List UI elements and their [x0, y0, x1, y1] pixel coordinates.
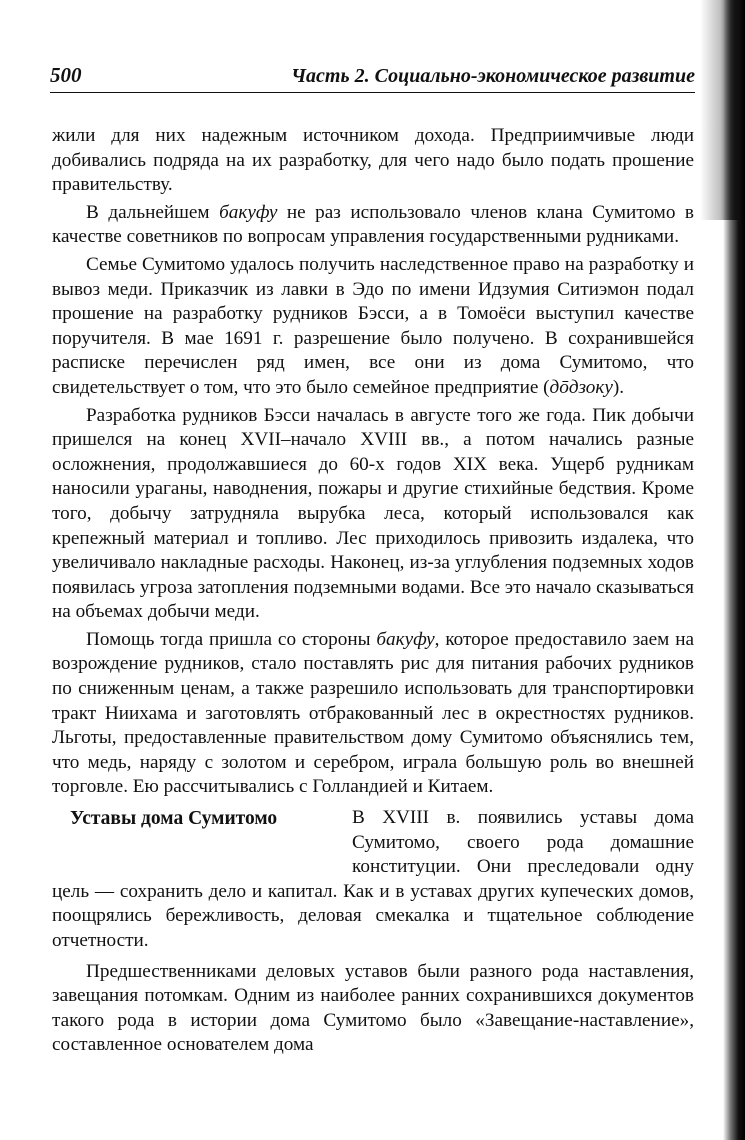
page-number: 500 [50, 63, 82, 87]
italic-term: дōдзоку [549, 376, 613, 398]
paragraph-continued: жили для них надежным источником дохода. Предприимчивые люди добивались подряда на их разработку, для чего надо было подать прошение правительству. [52, 125, 694, 196]
paragraph-text: , которое предоставило заем на возрождение рудников, стало поставлять рис для питания рабочих рудников по сниженным ценам, а также разрешило использовать для транспортировки тракт Ниихама и заготовлять отбракованный лес в окрестностях рудников. Льготы, предоставленные правительством дому Сумитомо объяснялись тем, что медь, наряду с золотом и серебром, играла большую роль во внешней торговле. Ею рассчитывались с Голландией и Китаем. [52, 628, 695, 798]
binding-edge [723, 0, 745, 1140]
section-block [52, 806, 694, 954]
paragraph-copper-rights [52, 253, 694, 401]
italic-term: бакуфу [219, 201, 278, 223]
section-heading: Уставы дома Сумитомо [70, 808, 278, 830]
italic-term: бакуфу [376, 628, 435, 650]
paragraph-text: ). [612, 376, 625, 398]
paragraph-text: В дальнейшем [86, 201, 220, 223]
paragraph-bakufu-help [52, 628, 694, 800]
section-paragraph: В XVIII в. появились уставы дома Сумитомо, своего рода домашние конституции. Они преследовали одну цель — сохранить дело и капитал. Как и в уставах других купеческих домов, поощрялись бережливость, деловая смекалка и тщательное соблюдение отчетности. [52, 807, 694, 951]
paragraph-text: не раз использовало членов клана Сумитомо в качестве советников по вопросам управления государственными рудниками. [52, 201, 694, 248]
running-title: Часть 2. Социально-экономическое развитие [291, 65, 695, 87]
paragraph-text: Помощь тогда пришла со стороны [86, 628, 377, 650]
running-header [50, 62, 695, 93]
body-text [52, 124, 694, 1058]
paragraph-bakufu-advisers [52, 201, 694, 250]
paragraph-predecessors: Предшественниками деловых уставов были разного рода наставления, завещания потомкам. Одним из наиболее ранних сохранившихся документов такого рода в истории дома Сумитомо было «Завещание-наставление», составленное основателем дома [52, 960, 694, 1056]
paragraph-besshi-mining: Разработка рудников Бэсси началась в августе того же года. Пик добычи пришелся на конец XVII–начало XVIII вв., а потом начались разные осложнения, продолжавшиеся до 60-х годов XIX века. Ущерб рудникам наносили ураганы, наводнения, пожары и другие стихийные бедствия. Кроме того, добычу затрудняла вырубка леса, который использовался как крепежный материал и топливо. Лес приходилось привозить издалека, что увеличивало накладные расходы. Наконец, из-за углубления подземных ходов появилась угроза затопления подземными водами. Все это начало сказываться на объемах добычи меди. [52, 404, 694, 623]
paragraph-text: Семье Сумитомо удалось получить наследственное право на разработку и вывоз меди. Приказчик из лавки в Эдо по имени Идзумия Ситиэмон подал прошение на разработку рудников Бэсси, а в Томоёси выступил качестве поручителя. В мае 1691 г. разрешение было получено. В сохранившейся расписке перечислен ряд имен, все они из дома Сумитомо, что свидетельствует о том, что это было семейное предприятие ( [52, 253, 694, 398]
